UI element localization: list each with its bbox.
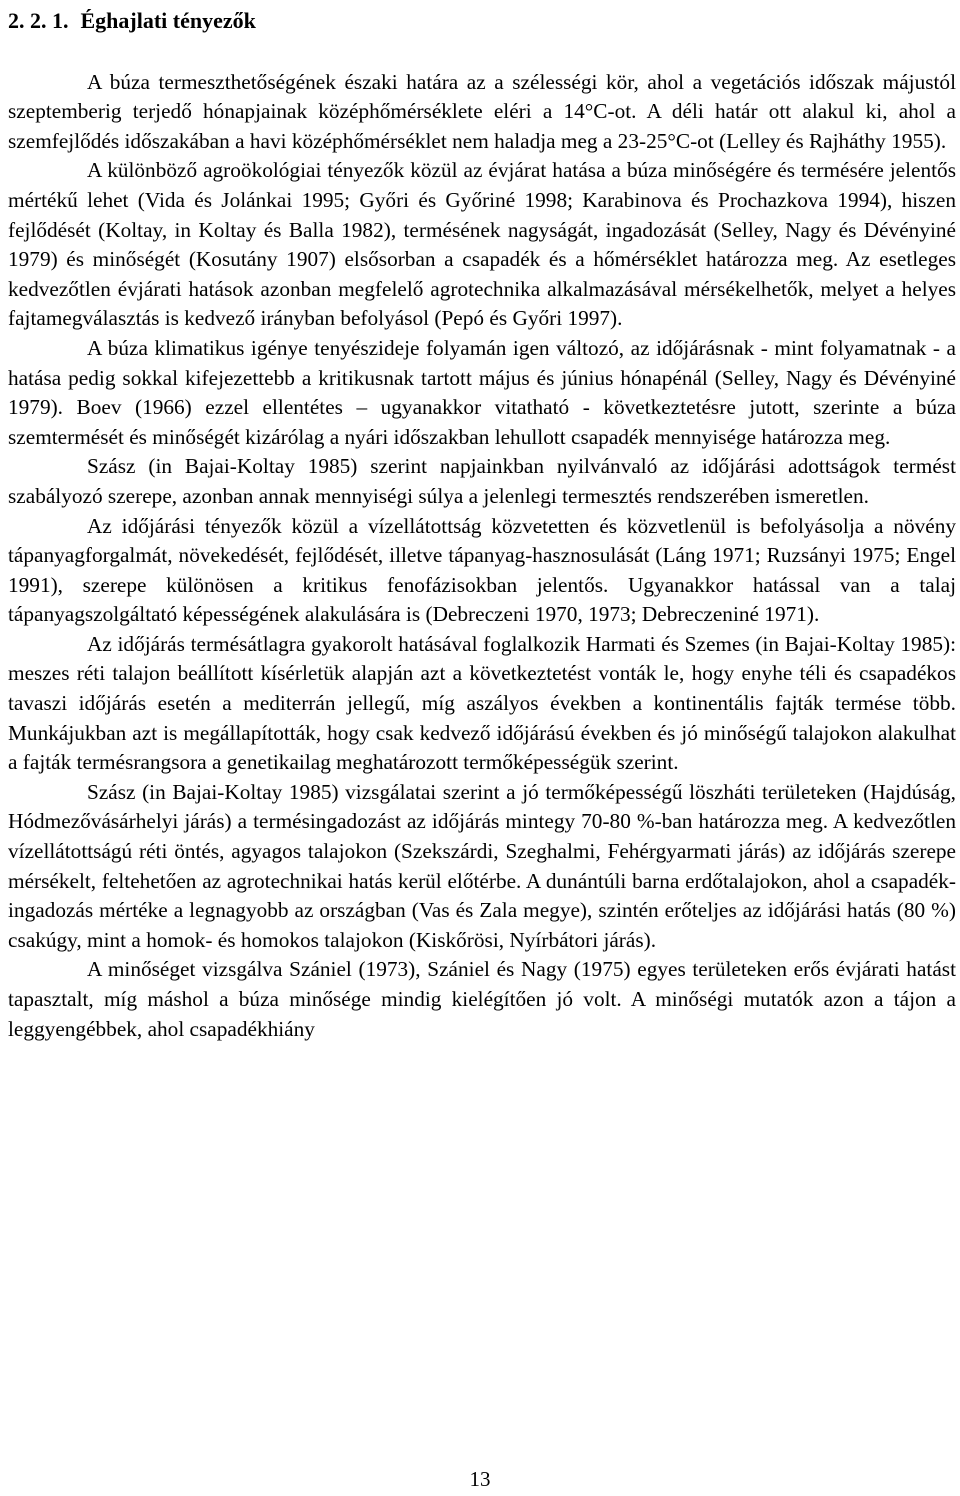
paragraph: A különböző agroökológiai tényezők közül az évjárat hatása a búza minőségére és termésére jelentős mértékű lehet (Vida és Jolánkai 1995; Győri és Győriné 1998; Karabinova és Prochazkova 1994), hiszen fejlődését (Koltay, in Koltay és Balla 1982), termésének nagyságát, ingadozását (Selley, Nagy és Dévényiné 1979) és minőségét (Kosutány 1907) elsősorban a csapadék és a hőmérséklet határozza meg. Az esetleges kedvezőtlen évjárati hatások azonban megfelelő agrotechnika alkalmazásával mérsékelhetők, melyet a helyes fajtamegválasztás is kedvező irányban befolyásol (Pepó és Győri 1997). xyxy=(8,158,956,331)
page-number: 13 xyxy=(469,1467,491,1491)
paragraph: Szász (in Bajai-Koltay 1985) szerint napjainkban nyilvánvaló az időjárási adottságok termést szabályozó szerepe, azonban annak mennyiségi súlya a jelenlegi termesztés rendszerében ismeretlen. xyxy=(8,454,956,508)
paragraph: Az időjárási tényezők közül a vízellátottság közvetetten és közvetlenül is befolyásolja a növény tápanyagforgalmát, növekedését, fejlődését, illetve tápanyag-hasznosulását (Láng 1971; Ruzsányi 1975; Engel 1991), szerepe különösen a kritikus fenofázisokban jelentős. Ugyanakkor hatással van a talaj tápanyagszolgáltató képességének alakulására is (Debreczeni 1970, 1973; Debreczeniné 1971). xyxy=(8,513,956,627)
paragraph: Az időjárás termésátlagra gyakorolt hatásával foglalkozik Harmati és Szemes (in Bajai-Koltay 1985): meszes réti talajon beállított kísérletük alapján azt a következtetést vonták le, hogy enyhe téli és csapadékos tavaszi időjárás esetén a mediterrán jellegű, míg aszályos években a kontinentális fajták termése több. Munkájukban azt is megállapították, hogy csak kedvező időjárású években és jó minőségű talajokon alakulhat a fajták termésrangsora a genetikailag meghatározott termőképességük szerint. xyxy=(8,631,956,775)
paragraph: A búza termeszthetőségének északi határa az a szélességi kör, ahol a vegetációs időszak májustól szeptemberig terjedő hónapjainak középhőmérséklete eléri a 14°C-ot. A déli határ ott alakul ki, ahol a szemfejlődés időszakában a havi középhőmérséklet nem haladja meg a 23-25°C-ot (Lelley és Rajháthy 1955). xyxy=(8,69,956,153)
paragraph: Szász (in Bajai-Koltay 1985) vizsgálatai szerint a jó termőképességű löszháti területeken (Hajdúság, Hódmezővásárhelyi járás) a termésingadozást az időjárás mintegy 70-80 %-ban határozza meg. A kedvezőtlen vízellátottságú réti öntés, agyagos talajokon (Szekszárdi, Szeghalmi, Fehérgyarmati járás) az időjárás szerepe mérsékelt, feltehetően az agrotechnikai hatás kerül előtérbe. A dunántúli barna erdőtalajokon, ahol a csapadék-ingadozás mértéke a legnagyobb az országban (Vas és Zala megye), szintén erőteljes az időjárási hatás (80 %) csakúgy, mint a homok- és homokos talajokon (Kiskőrösi, Nyírbátori járás). xyxy=(8,779,956,952)
body-text xyxy=(8,38,956,1044)
section-heading xyxy=(8,6,256,36)
section-title: Éghajlati tényezők xyxy=(80,8,256,33)
section-number: 2. 2. 1. xyxy=(8,8,69,33)
paragraph: A minőséget vizsgálva Szániel (1973), Szániel és Nagy (1975) egyes területeken erős évjárati hatást tapasztalt, míg máshol a búza minősége mindig kielégítően jó volt. A minőségi mutatók azon a tájon a leggyengébbek, ahol csapadékhiány xyxy=(8,957,956,1041)
paragraph: A búza klimatikus igénye tenyészideje folyamán igen változó, az időjárásnak - mint folyamatnak - a hatása pedig sokkal kifejezettebb a kritikusnak tartott május és június hónapénál (Selley, Nagy és Dévényiné 1979). Boev (1966) ezzel ellentétes – ugyanakkor vitatható - következtetésre jutott, szerinte a búza szemtermését és minőségét kizárólag a nyári időszakban lehullott csapadék mennyisége határozza meg. xyxy=(8,335,956,449)
